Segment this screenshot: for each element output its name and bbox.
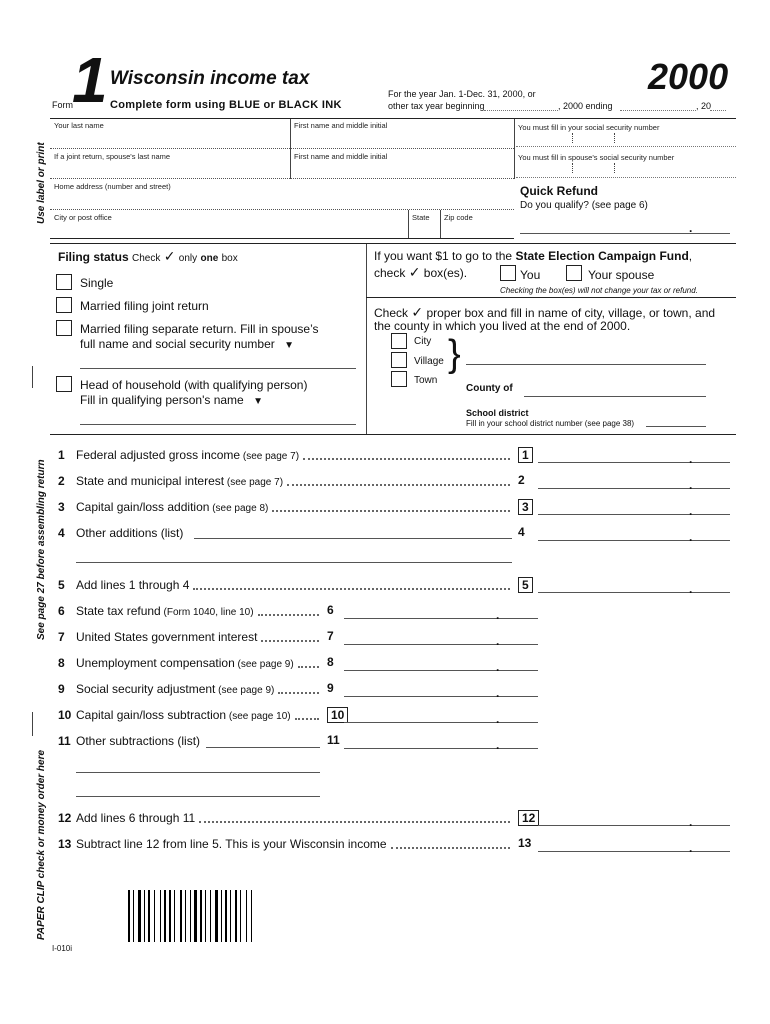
line-box-number: 6 [327, 603, 334, 617]
tax-year-20: , 20 [696, 101, 712, 111]
form-subtitle: Complete form using BLUE or BLACK INK [110, 99, 342, 111]
city-option-label: City [414, 336, 432, 347]
amount-field[interactable] [344, 670, 538, 671]
line-note: (see page 9) [234, 659, 294, 670]
city-label: City or post office [54, 213, 112, 222]
line-box-number: 3 [518, 499, 533, 515]
line-note: (Form 1040, line 10) [160, 607, 254, 618]
side-label-paperclip: PAPER CLIP check or money order here [36, 749, 47, 940]
zip-label: Zip code [444, 213, 473, 222]
line-note: (see page 7) [240, 451, 300, 462]
married-joint-checkbox[interactable] [56, 297, 72, 313]
ssn-field[interactable] [516, 146, 736, 147]
barcode-bar [225, 890, 227, 942]
decimal-point: . [689, 815, 693, 829]
barcode-bar [200, 890, 202, 942]
head-of-household-checkbox[interactable] [56, 376, 72, 392]
decimal-point: . [689, 582, 693, 596]
decimal-point: . [496, 738, 500, 752]
decimal-point: . [496, 634, 500, 648]
tax-year-end-yy[interactable] [710, 110, 726, 111]
tax-year-end-field[interactable] [620, 110, 696, 111]
form-number: 1 [72, 44, 108, 116]
divider [32, 712, 33, 736]
municipality-field[interactable] [466, 364, 706, 365]
leader-dots [303, 458, 510, 460]
leader-dots [287, 484, 510, 486]
barcode-bar [148, 890, 150, 942]
barcode-bar [185, 890, 186, 942]
form-title: Wisconsin income tax [110, 68, 310, 89]
ssn-separator [572, 133, 573, 143]
tax-year-ending: , 2000 ending [558, 101, 613, 111]
married-separate-label-2 [80, 337, 294, 351]
side-label-assembling: See page 27 before assembling return [36, 459, 47, 640]
amount-field[interactable] [344, 644, 538, 645]
married-separate-checkbox[interactable] [56, 320, 72, 336]
spouse-name-field[interactable] [50, 178, 514, 179]
side-label-print: Use label or print [36, 142, 47, 224]
residence-check-text: Check [374, 306, 409, 320]
line-label [76, 656, 294, 670]
arrow-down-icon: ▼ [253, 396, 263, 407]
county-label: County of [466, 383, 513, 394]
school-district-label: School district [466, 408, 529, 418]
line-text: United States government interest [76, 630, 258, 644]
line-number: 6 [58, 604, 65, 618]
line-note: (see page 10) [226, 711, 291, 722]
leader-dots [193, 588, 510, 590]
barcode-bar [154, 890, 155, 942]
brace-icon: } [448, 333, 461, 375]
line-text: Add lines 6 through 11 [76, 811, 196, 825]
other-subtractions-field[interactable] [206, 747, 320, 748]
line-label [76, 448, 299, 462]
amount-field[interactable] [344, 696, 538, 697]
amount-field[interactable] [538, 514, 730, 515]
line-box-number: 7 [327, 629, 334, 643]
line-number: 11 [58, 734, 71, 748]
amount-field[interactable] [538, 851, 730, 852]
barcode-bar [144, 890, 145, 942]
line-label [76, 500, 268, 514]
line-label [76, 474, 283, 488]
line-box-number: 8 [327, 655, 334, 669]
line-number: 8 [58, 656, 65, 670]
barcode-bar [164, 890, 166, 942]
line-number: 3 [58, 500, 65, 514]
line-note: (see page 7) [224, 477, 284, 488]
leader-dots [258, 614, 319, 616]
line-note: (see page 9) [215, 685, 275, 696]
single-label: Single [80, 276, 114, 290]
decimal-point: . [689, 221, 693, 235]
campaign-boxes-text: box(es). [423, 266, 468, 280]
line-label [76, 526, 183, 540]
divider [366, 297, 736, 298]
line-box-number: 5 [518, 577, 533, 593]
quick-refund-question: Do you qualify? (see page 6) [520, 200, 648, 211]
line-text: Subtract line 12 from line 5. This is your Wisconsin income [76, 837, 387, 851]
divider [290, 119, 291, 179]
residence-instruction: proper box and fill in name of city, village, or town, and [426, 306, 716, 320]
city-checkbox[interactable] [391, 333, 407, 349]
other-subtractions-field[interactable] [76, 772, 320, 773]
divider [50, 118, 736, 119]
barcode-bar [230, 890, 231, 942]
address-label: Home address (number and street) [54, 182, 171, 191]
form-label: Form [52, 100, 73, 110]
line-number: 13 [58, 837, 72, 851]
form-code: I-010i [52, 944, 73, 953]
decimal-point: . [496, 608, 500, 622]
line-text: State and municipal interest [76, 474, 225, 488]
campaign-spouse-checkbox[interactable] [566, 265, 582, 281]
line-label [76, 578, 189, 592]
line-box-number: 11 [327, 733, 340, 747]
divider [366, 244, 367, 434]
town-option-label: Town [414, 375, 438, 386]
spouse-ssn-field[interactable] [516, 177, 736, 178]
line-text: Other subtractions (list) [76, 734, 201, 748]
school-district-field[interactable] [646, 426, 706, 427]
decimal-point: . [689, 530, 693, 544]
campaign-check-text: check [374, 266, 406, 280]
line-text: Capital gain/loss subtraction [76, 708, 227, 722]
barcode-bar [221, 890, 222, 942]
barcode-bar [133, 890, 134, 942]
tax-year-line1: For the year Jan. 1-Dec. 31, 2000, or [388, 89, 536, 99]
town-checkbox[interactable] [391, 371, 407, 387]
line-number: 7 [58, 630, 65, 644]
line-label [76, 734, 200, 748]
spouse-first-name-label: First name and middle initial [294, 152, 388, 161]
barcode-bar [160, 890, 161, 942]
other-additions-field[interactable] [194, 538, 512, 539]
leader-dots [298, 666, 319, 668]
amount-field[interactable] [344, 722, 538, 723]
line-box-number: 13 [518, 836, 532, 850]
line-number: 9 [58, 682, 65, 696]
leader-dots [295, 718, 319, 720]
barcode-bar [215, 890, 218, 942]
leader-dots [278, 692, 319, 694]
leader-dots [261, 640, 319, 642]
decimal-point: . [689, 478, 693, 492]
barcode-bar [251, 890, 252, 942]
line-note: (see page 8) [209, 503, 269, 514]
line-text: Capital gain/loss addition [76, 500, 210, 514]
line-text: Unemployment compensation [76, 656, 235, 670]
campaign-you-checkbox[interactable] [500, 265, 516, 281]
spouse-name-input[interactable] [80, 368, 356, 369]
leader-dots [391, 847, 510, 849]
divider [408, 210, 409, 238]
barcode-bar [180, 890, 182, 942]
divider [32, 366, 33, 388]
married-joint-label: Married filing joint return [80, 299, 209, 313]
barcode-bar [174, 890, 175, 942]
married-separate-text: full name and social security number [80, 337, 275, 351]
campaign-fund-name: State Election Campaign Fund [515, 249, 689, 263]
line-box-number: 2 [518, 473, 525, 487]
barcode-bar [190, 890, 191, 942]
barcode-bar [169, 890, 171, 942]
checkmark-icon: ✓ [411, 304, 424, 320]
line-label [76, 837, 387, 851]
divider [50, 243, 736, 244]
decimal-point: . [689, 452, 693, 466]
amount-field[interactable] [344, 618, 538, 619]
campaign-text: If you want $1 to go to the [374, 249, 513, 263]
ssn-separator [614, 163, 615, 173]
line-text: Add lines 1 through 4 [76, 578, 190, 592]
line-label [76, 630, 257, 644]
amount-field[interactable] [538, 592, 730, 593]
school-district-note: Fill in your school district number (see page 38) [466, 419, 635, 428]
barcode-bar [138, 890, 141, 942]
campaign-you-label: You [520, 268, 541, 282]
campaign-line1: If you want $1 to go to the State Election Campaign Fund, [374, 249, 693, 263]
line-number: 1 [58, 448, 65, 462]
barcode-bar [235, 890, 237, 942]
filing-status-check: Check [132, 253, 161, 264]
checkmark-icon: ✓ [163, 248, 176, 264]
campaign-note: Checking the box(es) will not change your tax or refund. [500, 286, 698, 295]
line-number: 2 [58, 474, 65, 488]
arrow-down-icon: ▼ [284, 340, 295, 351]
barcode-bar [194, 890, 197, 942]
state-label: State [412, 213, 430, 222]
other-subtractions-field[interactable] [76, 796, 320, 797]
line-box-number: 1 [518, 447, 533, 463]
barcode-bar [205, 890, 206, 942]
decimal-point: . [496, 712, 500, 726]
village-option-label: Village [414, 356, 444, 367]
line-label [76, 604, 254, 618]
barcode-bar [128, 890, 130, 942]
decimal-point: . [496, 686, 500, 700]
amount-field[interactable] [538, 488, 730, 489]
tax-year-begin-field[interactable] [484, 110, 558, 111]
divider [514, 119, 515, 179]
line-box-number: 12 [518, 810, 539, 826]
last-name-label: Your last name [54, 121, 104, 130]
line-text: Social security adjustment [76, 682, 216, 696]
head-of-household-text: Fill in qualifying person's name [80, 393, 244, 407]
tax-year-begin: other tax year beginning [388, 101, 485, 111]
married-separate-label: Married filing separate return. Fill in spouse’s [80, 322, 319, 336]
spouse-last-name-label: If a joint return, spouse's last name [54, 152, 171, 161]
leader-dots [272, 510, 510, 512]
county-field[interactable] [524, 396, 706, 397]
decimal-point: . [689, 841, 693, 855]
first-name-label: First name and middle initial [294, 121, 388, 130]
amount-field[interactable] [344, 748, 538, 749]
line-number: 5 [58, 578, 65, 592]
barcode-bar [246, 890, 247, 942]
amount-field[interactable] [538, 825, 730, 826]
address-field[interactable] [50, 209, 514, 210]
line-box-number: 9 [327, 681, 334, 695]
village-checkbox[interactable] [391, 352, 407, 368]
line-text: Federal adjusted gross income [76, 448, 241, 462]
decimal-point: . [496, 660, 500, 674]
other-additions-field[interactable] [76, 562, 512, 563]
line-label [76, 682, 274, 696]
filing-status-title [58, 248, 238, 265]
line-number: 12 [58, 811, 72, 825]
line-label [76, 811, 195, 825]
line-text: Other additions (list) [76, 526, 184, 540]
filing-status-one: one [200, 253, 219, 264]
line-label [76, 708, 291, 722]
line-number: 10 [58, 708, 72, 722]
barcode-bar [210, 890, 211, 942]
single-checkbox[interactable] [56, 274, 72, 290]
ssn-separator [572, 163, 573, 173]
decimal-point: . [689, 504, 693, 518]
city-field[interactable] [50, 238, 514, 239]
ssn-label: You must fill in your social security number [518, 123, 660, 132]
qualifying-person-input[interactable] [80, 424, 356, 425]
quick-refund-title: Quick Refund [520, 184, 599, 198]
campaign-line2 [374, 264, 467, 281]
head-of-household-label: Head of household (with qualifying person) [80, 378, 308, 392]
amount-field[interactable] [538, 540, 730, 541]
line-box-number: 4 [518, 525, 525, 539]
filing-status-box: box [221, 253, 238, 264]
filing-status-heading: Filing status [58, 250, 129, 264]
line-number: 4 [58, 526, 65, 540]
barcode [128, 890, 298, 942]
barcode-bar [240, 890, 241, 942]
filing-status-only: only [178, 253, 198, 264]
head-of-household-label-2 [80, 393, 263, 407]
divider [440, 210, 441, 238]
quick-refund-field[interactable] [520, 233, 730, 234]
divider [50, 434, 736, 435]
spouse-ssn-label: You must fill in spouse's social security number [518, 153, 675, 162]
residence-line2: the county in which you lived at the end of 2000. [374, 319, 631, 333]
campaign-spouse-label: Your spouse [588, 268, 655, 282]
ssn-separator [614, 133, 615, 143]
form-year: 2000 [648, 56, 729, 97]
checkmark-icon: ✓ [408, 264, 421, 280]
leader-dots [199, 821, 510, 823]
line-box-number: 10 [327, 707, 348, 723]
last-name-field[interactable] [50, 148, 514, 149]
line-text: State tax refund [76, 604, 161, 618]
amount-field[interactable] [538, 462, 730, 463]
